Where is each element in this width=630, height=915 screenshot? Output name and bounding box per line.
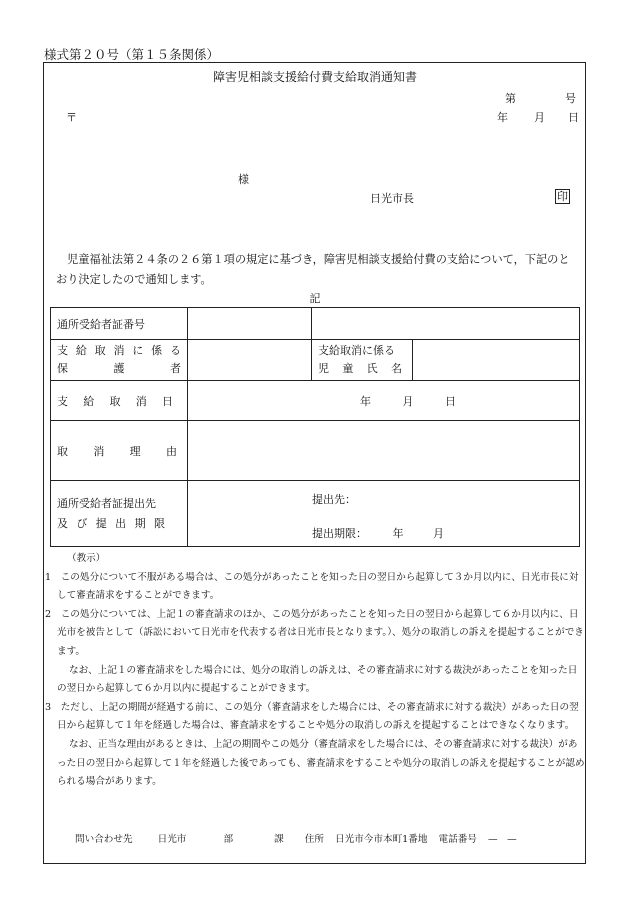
instruction-item-2: 2 この処分については、上記１の審査請求のほか、この処分があったことを知った日の翌日から起算して６か月以内に、日光市を被告として（訴訟において日光市を代表する者は日光市長となります。）、処分の取消しの訴えを提起することができます。 [45, 608, 584, 657]
table-row [51, 340, 580, 381]
inquiry-phone: — — [487, 834, 517, 845]
table-row [51, 381, 580, 421]
child-label-char: 児 [318, 362, 329, 375]
child-label-line1: 支給取消に係る [318, 344, 395, 357]
issuer-name: 日光市長 [370, 192, 414, 205]
guardian-label-char: 支 [57, 344, 68, 357]
guardian-value [188, 340, 312, 381]
child-label-char: 名 [390, 362, 402, 375]
instruction-item-1: 1 この処分について不服がある場合は、この処分があったことを知った日の翌日から起算して３か月以内に、日光市長に対して審査請求をすることができます。 [45, 571, 579, 602]
notice-body: 児童福祉法第２４条の２６第１項の規定に基づき，障害児相談支援給付費の支給について，下記のとおり決定したので通知します。 [56, 253, 570, 286]
ki-heading: 記 [309, 292, 321, 305]
submit-label-char: 提 [95, 516, 107, 530]
guardian-label-char: 保 [57, 362, 68, 375]
guardian-label-line1 [57, 342, 181, 360]
reason-label-char: 取 [57, 444, 68, 458]
cancel-date-day: 日 [445, 394, 456, 408]
inquiry-address-label: 住所 [304, 834, 324, 845]
postal-mark: 〒 [66, 111, 77, 124]
cancel-date-label-char: 日 [162, 394, 173, 408]
submit-label-char: び [76, 516, 88, 530]
number-dai: 第 [505, 92, 516, 105]
table-row [51, 308, 580, 340]
submit-label-char: 出 [115, 516, 127, 530]
instruction-item-3: 3 ただし、上記の期間が経過する前に、この処分（審査請求をした場合には、その審査請求に対する裁決）があった日の翌日から起算して１年を経過した場合は、審査請求をすることや処分の取消しの訴えを提起することはできなくなります。 [45, 701, 579, 732]
cancel-date-year: 年 [360, 394, 371, 408]
reason-label-char: 由 [165, 444, 177, 458]
guardian-label-char: 護 [113, 362, 125, 375]
inquiry-bu: 部 [223, 834, 234, 845]
cert-no-value [188, 308, 312, 340]
reason-label [51, 421, 188, 481]
submit-label-char: 限 [153, 516, 165, 530]
submit-label-line1: 通所受給者証提出先 [57, 496, 156, 510]
inquiry-phone-label: 電話番号 [438, 834, 477, 845]
guardian-label-char: 取 [94, 344, 106, 357]
cancel-date-label-char: 支 [57, 394, 68, 408]
details-table [50, 307, 580, 547]
submit-label-char: 期 [134, 516, 146, 530]
inquiry-ka: 課 [274, 834, 284, 845]
guardian-label-char: 係 [151, 344, 163, 357]
child-label [312, 340, 413, 381]
reason-label-char: 消 [93, 444, 105, 458]
cancel-date-label [51, 381, 188, 421]
instructions-heading: （教示） [67, 553, 106, 564]
cert-no-label: 通所受給者証番号 [51, 308, 188, 340]
table-row [51, 481, 580, 547]
form-number: 様式第２０号（第１５条関係） [44, 47, 220, 62]
date-day: 日 [568, 111, 579, 124]
guardian-label-char: 給 [75, 344, 87, 357]
submit-label [51, 481, 188, 547]
document-title: 障害児相談支援給付費支給取消通知書 [212, 70, 417, 84]
inquiry-label: 問い合わせ先 [75, 834, 133, 845]
submit-label-line2 [57, 514, 181, 534]
cancel-date-value [188, 381, 580, 421]
inquiry-city: 日光市 [157, 834, 187, 845]
instructions [45, 550, 585, 792]
child-label-char: 童 [342, 362, 354, 375]
reason-value [188, 421, 580, 481]
submit-value [188, 481, 580, 547]
cancel-date-label-char: 消 [135, 394, 147, 408]
instruction-item-3-para: なお、正当な理由があるときは、上記の期間やこの処分（審査請求をした場合には、その審査請求に対する裁決）があった日の翌日から起算して１年を経過した後であっても、審査請求をすることや処分の取消しの訴えを提起することが認められる場合があります。 [57, 738, 585, 788]
table-row [51, 421, 580, 481]
seal-mark: 印 [557, 190, 568, 203]
number-go: 号 [565, 92, 576, 105]
submit-to: 提出先： [312, 493, 356, 506]
submit-deadline: 提出期限： 年 月 [312, 527, 444, 540]
cancel-date-month: 月 [402, 394, 414, 408]
child-label-line2 [318, 360, 406, 378]
recipient-sama: 様 [238, 173, 249, 186]
guardian-label-char: る [169, 344, 181, 357]
cert-no-extra [312, 308, 580, 340]
inquiry-line [75, 831, 517, 845]
date-month: 月 [534, 111, 545, 124]
guardian-label-char: 者 [170, 362, 181, 375]
instruction-item-2-para: なお、上記１の審査請求をした場合には、処分の取消しの訴えは、その審査請求に対する裁決があったことを知った日の翌日から起算して６か月以内に提起することができます。 [57, 664, 578, 695]
guardian-label [51, 340, 188, 381]
inquiry-address: 日光市今市本町1番地 [335, 834, 428, 845]
reason-label-char: 理 [129, 444, 141, 458]
guardian-label-line2 [57, 360, 181, 378]
cancel-date-label-char: 取 [109, 394, 121, 408]
child-label-char: 氏 [366, 362, 378, 375]
cancel-date-label-char: 給 [83, 394, 95, 408]
submit-label-char: 及 [57, 516, 68, 530]
child-value [413, 340, 580, 381]
date-year: 年 [497, 111, 508, 124]
guardian-label-char: 消 [113, 344, 125, 357]
guardian-label-char: に [132, 344, 144, 357]
